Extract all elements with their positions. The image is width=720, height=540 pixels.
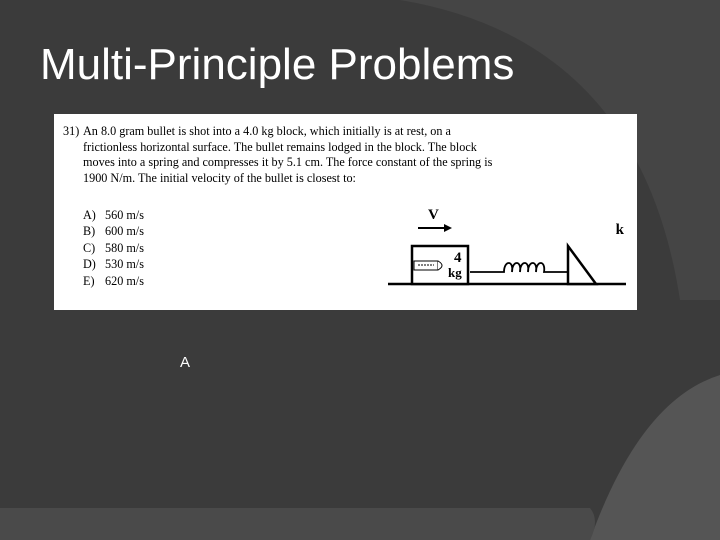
choice-letter: D) bbox=[83, 257, 96, 272]
block-mass-label: 4 bbox=[454, 250, 462, 266]
spring-block-diagram bbox=[386, 202, 631, 302]
choice-letter: C) bbox=[83, 240, 96, 255]
problem-statement bbox=[63, 124, 563, 186]
problem-line: 1900 N/m. The initial velocity of the bullet is closest to: bbox=[83, 170, 356, 185]
answer-choices bbox=[83, 207, 144, 289]
choice-c bbox=[83, 240, 144, 256]
bullet-icon bbox=[414, 261, 442, 270]
problem-image bbox=[54, 114, 637, 310]
spring-wall bbox=[568, 246, 596, 284]
choice-letter: E) bbox=[83, 273, 95, 288]
choice-text: 530 m/s bbox=[105, 257, 144, 272]
spring-coil bbox=[470, 263, 568, 272]
spring-constant-label: k bbox=[615, 222, 624, 238]
choice-text: 600 m/s bbox=[105, 224, 144, 239]
answer-text: A bbox=[180, 354, 191, 371]
choice-a bbox=[83, 207, 144, 223]
choice-letter: B) bbox=[83, 224, 96, 239]
velocity-label: V bbox=[428, 207, 439, 223]
choice-text: 560 m/s bbox=[105, 208, 144, 222]
velocity-arrow bbox=[418, 224, 452, 232]
block-unit-label: kg bbox=[448, 265, 462, 280]
choice-e bbox=[83, 273, 144, 289]
problem-line: frictionless horizontal surface. The bullet remains lodged in the block. The block bbox=[83, 139, 477, 154]
problem-line: An 8.0 gram bullet is shot into a 4.0 kg block, which initially is at rest, on a bbox=[83, 124, 451, 138]
choice-text: 620 m/s bbox=[105, 273, 144, 288]
problem-line: moves into a spring and compresses it by 5.1 cm. The force constant of the spring is bbox=[83, 155, 493, 170]
question-number: 31) bbox=[63, 124, 80, 138]
choice-text: 580 m/s bbox=[105, 240, 144, 255]
slide-title: Multi-Principle Problems bbox=[40, 40, 515, 89]
choice-b bbox=[83, 223, 144, 239]
choice-letter: A) bbox=[83, 208, 96, 222]
choice-d bbox=[83, 256, 144, 272]
